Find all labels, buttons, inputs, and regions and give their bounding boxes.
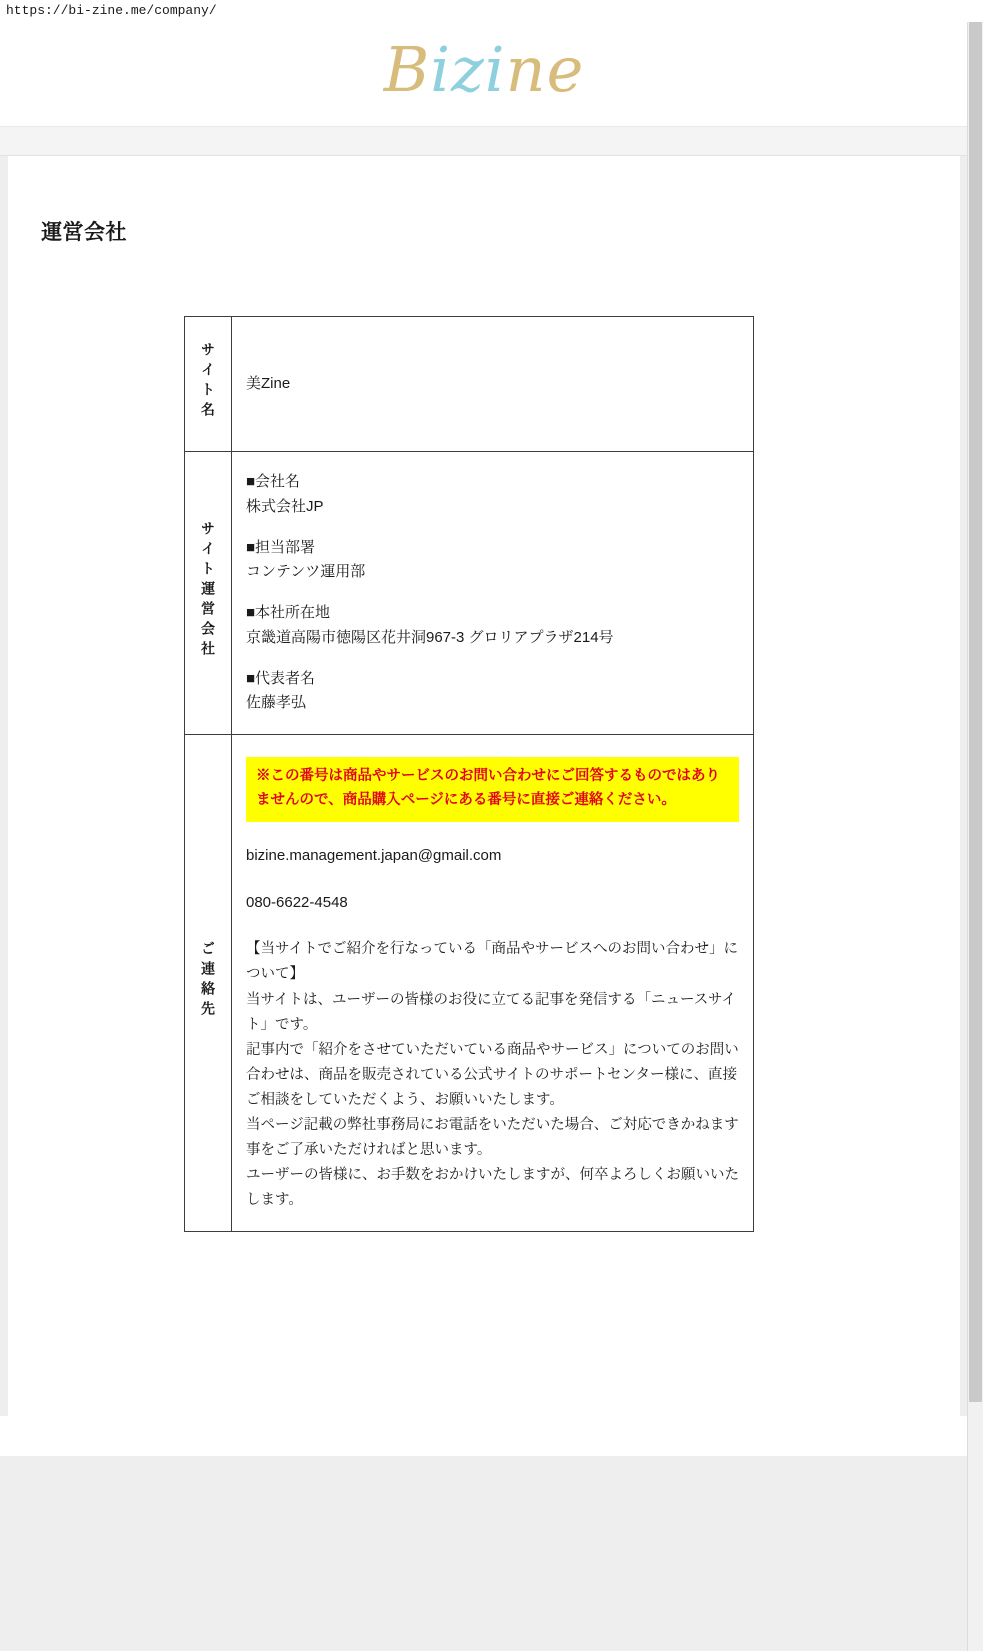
contact-phone[interactable]: 080-6622-4548 (246, 893, 348, 911)
contact-email[interactable]: bizine.management.japan@gmail.com (246, 846, 502, 864)
table-row (185, 735, 754, 1232)
header-divider (0, 126, 968, 156)
row-header-contact (185, 735, 232, 1232)
table-row (185, 317, 754, 452)
contact-paragraph-1: 【当サイトでご紹介を行なっている「商品やサービスへのお問い合わせ」について】 (246, 941, 738, 983)
row-header-label: ご連絡先 (200, 941, 216, 1022)
company-info-table (184, 316, 754, 1232)
site-logo[interactable]: Bizine (383, 33, 585, 106)
company-name-value: 株式会社JP (246, 497, 324, 515)
row-header-label: サイト名 (200, 342, 216, 422)
table-row (185, 452, 754, 735)
company-name-heading: ■会社名 (246, 473, 301, 490)
page-title: 運営会社 (41, 221, 127, 244)
department-heading: ■担当部署 (246, 538, 316, 556)
content-card (8, 156, 960, 1416)
row-header-operating-company (185, 452, 232, 735)
spacer (246, 585, 739, 601)
scrollbar-thumb[interactable] (969, 22, 982, 1402)
row-header-site-name (185, 317, 232, 452)
contact-paragraph-5: ユーザーの皆様に、お手数をおかけいたしますが、何卒よろしくお願いいたします。 (246, 1167, 739, 1209)
vertical-scrollbar[interactable] (967, 22, 983, 1651)
site-header (0, 22, 968, 126)
spacer (246, 520, 739, 536)
contact-warning-notice: ※この番号は商品やサービスのお問い合わせにご回答するものではありませんので、商品購入ページにある番号に直接ご連絡ください。 (246, 757, 739, 822)
representative-value: 佐藤孝弘 (246, 694, 307, 712)
row-value-contact (232, 735, 754, 1232)
row-value-site-name (232, 317, 754, 452)
row-header-label: サイト運営会社 (200, 521, 216, 661)
webpage (0, 22, 968, 1651)
row-value-operating-company (232, 452, 754, 735)
spacer (246, 651, 739, 667)
site-name-value: 美Zine (246, 374, 291, 392)
contact-paragraph-3: 記事内で「紹介をさせていただいている商品やサービス」についてのお問い合わせは、商品を販売されている公式サイトのサポートセンター様に、直接ご相談をしていただくよう、お願いいたします。 (246, 1041, 739, 1108)
contact-paragraph-2: 当サイトは、ユーザーの皆様のお役に立てる記事を発信する「ニュースサイト」です。 (246, 991, 736, 1033)
address-heading: ■本社所在地 (246, 604, 331, 621)
department-value: コンテンツ運用部 (246, 563, 366, 581)
page-viewport (0, 22, 983, 1651)
address-value: 京畿道高陽市徳陽区花井洞967-3 グロリアプラザ214号 (246, 628, 614, 646)
representative-heading: ■代表者名 (246, 669, 316, 687)
contact-paragraph-4: 当ページ記載の弊社事務局にお電話をいただいた場合、ご対応できかねます事をご了承いただければと思います。 (246, 1116, 739, 1158)
page-footer-space (0, 1416, 968, 1456)
browser-url-bar[interactable] (0, 0, 983, 22)
url-text: https://bi-zine.me/company/ (6, 3, 217, 18)
